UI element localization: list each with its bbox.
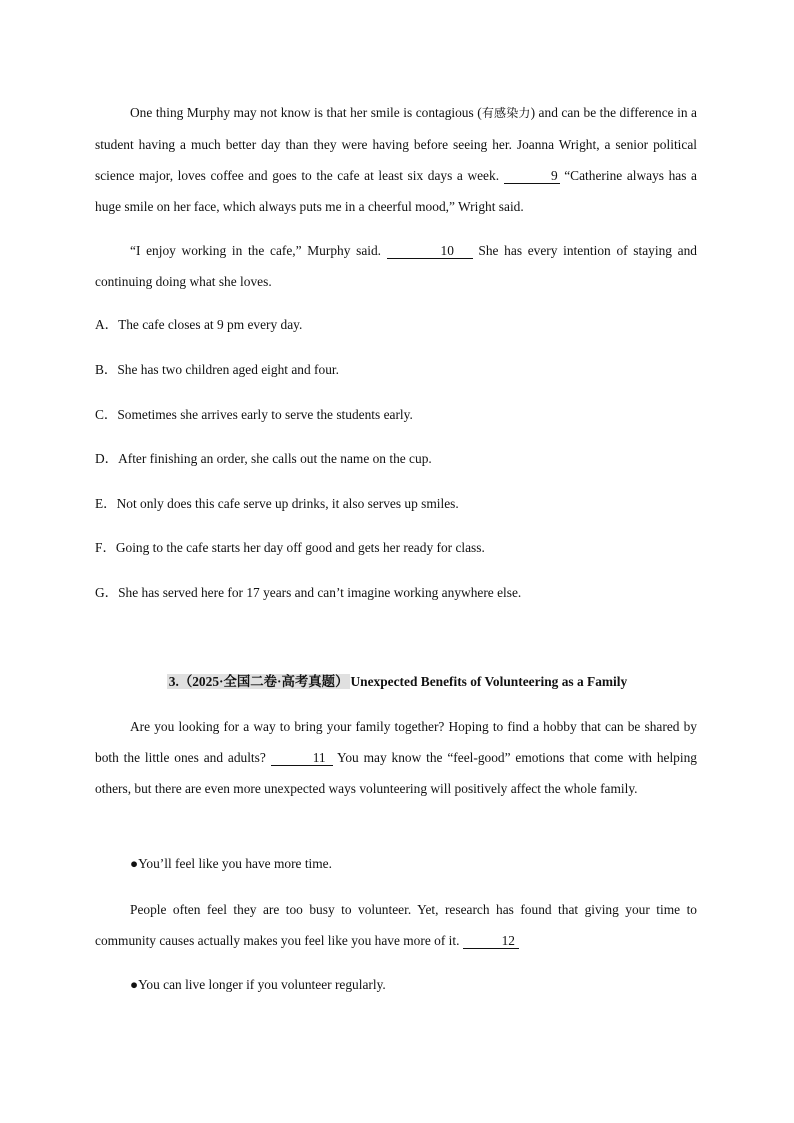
option-text: Not only does this cafe serve up drinks, it also serves up smiles. xyxy=(116,496,459,511)
option-g xyxy=(95,584,521,602)
para3-text-a: Are you looking for a way to bring your family together? Hoping to find a hobby that can be shared by both the little ones and adults? xyxy=(95,719,697,765)
option-text: The cafe closes at 9 pm every day. xyxy=(118,317,303,332)
para1-text-b: ) and can be the difference in a student having a much better day than they were having before seeing her. Joanna Wright, a senior political science major, loves coffee and goes to the cafe at least six days a week. xyxy=(95,105,697,183)
paragraph-murphy-smile xyxy=(95,97,697,222)
option-c xyxy=(95,406,413,424)
para1-text-c: “Catherine always has a huge smile on her face, which always puts me in a cheerful mood,” Wright said. xyxy=(95,168,697,214)
option-letter: D． xyxy=(95,451,119,466)
section-3-heading xyxy=(0,672,794,692)
blank-11[interactable]: 11 xyxy=(271,751,333,766)
bullet-live-longer: ●You can live longer if you volunteer regularly. xyxy=(130,977,386,992)
paragraph-too-busy xyxy=(95,894,697,956)
option-e xyxy=(95,495,459,513)
para2-text-a: “I enjoy working in the cafe,” Murphy said. xyxy=(130,243,387,258)
section-3-source-tag: 3.（2025·全国二卷·高考真题） xyxy=(168,674,349,689)
para1-chinese-gloss: 有感染力 xyxy=(481,106,531,120)
option-text: She has two children aged eight and four. xyxy=(117,362,339,377)
option-a xyxy=(95,316,302,334)
paragraph-volunteering-intro xyxy=(95,711,697,804)
blank-10[interactable]: 10 xyxy=(387,244,473,259)
blank-9[interactable]: 9 xyxy=(504,169,560,184)
para2-text-b: She has every intention of staying and continuing doing what she loves. xyxy=(95,243,697,289)
option-letter: E． xyxy=(95,496,117,511)
section-3-title: Unexpected Benefits of Volunteering as a Family xyxy=(350,674,628,689)
option-b xyxy=(95,361,339,379)
option-f xyxy=(95,539,485,557)
option-text: Going to the cafe starts her day off good and gets her ready for class. xyxy=(115,540,485,555)
option-letter: C． xyxy=(95,407,118,422)
bullet-more-time: ●You’ll feel like you have more time. xyxy=(130,856,332,871)
option-text: She has served here for 17 years and can’t imagine working anywhere else. xyxy=(118,585,522,600)
option-text: Sometimes she arrives early to serve the students early. xyxy=(117,407,413,422)
option-text: After finishing an order, she calls out the name on the cup. xyxy=(118,451,432,466)
option-letter: F． xyxy=(95,540,116,555)
para4-text-a: People often feel they are too busy to volunteer. Yet, research has found that giving your time to community causes actually makes you feel like you have more of it. xyxy=(95,902,697,948)
para3-text-b: You may know the “feel-good” emotions that come with helping others, but there are even more unexpected ways volunteering will positively affect the whole family. xyxy=(95,750,697,796)
option-letter: G． xyxy=(95,585,119,600)
option-letter: B． xyxy=(95,362,118,377)
option-letter: A． xyxy=(95,317,119,332)
paragraph-enjoy-working xyxy=(95,235,697,297)
blank-12[interactable]: 12 xyxy=(463,934,519,949)
para1-text-a: One thing Murphy may not know is that her smile is contagious ( xyxy=(130,105,482,120)
option-d xyxy=(95,450,432,468)
